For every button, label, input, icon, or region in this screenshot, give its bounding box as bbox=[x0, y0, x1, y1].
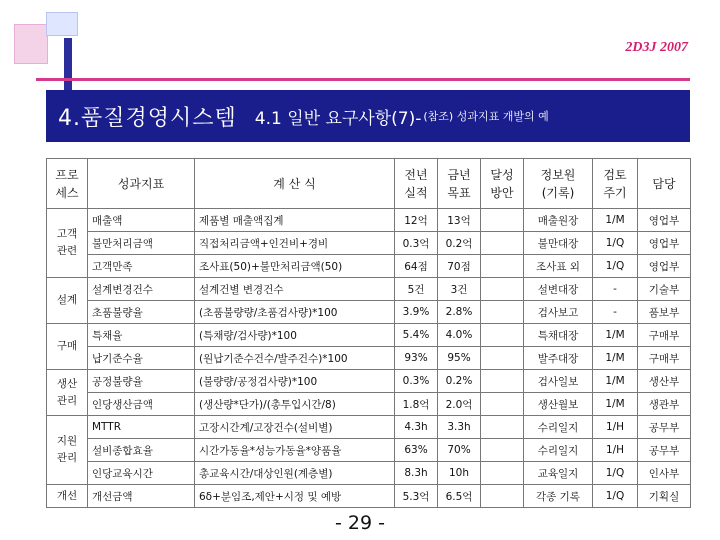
owner-cell: 공무부 bbox=[638, 439, 691, 462]
prev-year-cell: 4.3h bbox=[395, 416, 438, 439]
kpi-cell: 공정불량율 bbox=[88, 370, 195, 393]
source-cell: 각종 기록 bbox=[524, 485, 593, 508]
formula-cell: 6δ+분임조,제안+시정 및 예방 bbox=[195, 485, 395, 508]
owner-cell: 구매부 bbox=[638, 347, 691, 370]
kpi-cell: 납기준수율 bbox=[88, 347, 195, 370]
formula-cell: 제품별 매출액집계 bbox=[195, 209, 395, 232]
formula-cell: (생산량*단가)/(총투입시간/8) bbox=[195, 393, 395, 416]
logo-blue-square bbox=[46, 12, 78, 36]
kpi-cell: 고객만족 bbox=[88, 255, 195, 278]
source-cell: 생산월보 bbox=[524, 393, 593, 416]
logo-vertical-bar bbox=[64, 38, 72, 92]
table-row bbox=[47, 255, 691, 278]
table-row bbox=[47, 278, 691, 301]
kpi-cell: 개선금액 bbox=[88, 485, 195, 508]
prev-year-cell: 0.3% bbox=[395, 370, 438, 393]
header-divider bbox=[36, 78, 690, 81]
section-note: (참조) 성과지표 개발의 예 bbox=[423, 110, 549, 123]
plan-cell bbox=[481, 324, 524, 347]
document-id: 2D3J 2007 bbox=[625, 40, 688, 55]
prev-year-cell: 3.9% bbox=[395, 301, 438, 324]
table-row bbox=[47, 370, 691, 393]
logo-pink-square bbox=[14, 24, 48, 64]
prev-year-cell: 5.3억 bbox=[395, 485, 438, 508]
kpi-cell: 설계변경건수 bbox=[88, 278, 195, 301]
plan-cell bbox=[481, 232, 524, 255]
prev-year-cell: 8.3h bbox=[395, 462, 438, 485]
owner-cell: 기술부 bbox=[638, 278, 691, 301]
source-cell: 설변대장 bbox=[524, 278, 593, 301]
column-header-line: (기록) bbox=[541, 185, 575, 200]
formula-cell: (초품불량량/초품검사량)*100 bbox=[195, 301, 395, 324]
plan-cell bbox=[481, 209, 524, 232]
column-header-line: 달성 bbox=[490, 167, 514, 182]
owner-cell: 생관부 bbox=[638, 393, 691, 416]
page-number: - 29 - bbox=[335, 512, 385, 534]
column-header-line: 주기 bbox=[603, 185, 627, 200]
target-cell: 70% bbox=[438, 439, 481, 462]
table-row bbox=[47, 439, 691, 462]
column-header-line: 검토 bbox=[603, 167, 627, 182]
process-label: 지원 bbox=[56, 435, 78, 448]
process-label: 관련 bbox=[56, 245, 78, 257]
formula-cell: 시간가동율*성능가동율*양품율 bbox=[195, 439, 395, 462]
plan-cell bbox=[481, 278, 524, 301]
process-cell bbox=[47, 278, 88, 324]
target-cell: 95% bbox=[438, 347, 481, 370]
formula-cell: (특채량/검사량)*100 bbox=[195, 324, 395, 347]
formula-cell: 설계건별 변경건수 bbox=[195, 278, 395, 301]
plan-cell bbox=[481, 462, 524, 485]
plan-cell bbox=[481, 485, 524, 508]
section-title: 4.품질경영시스템 bbox=[58, 105, 237, 131]
cycle-cell: 1/Q bbox=[593, 462, 638, 485]
table-header-row bbox=[47, 159, 691, 209]
owner-cell: 영업부 bbox=[638, 209, 691, 232]
formula-cell: 직접처리금액+인건비+경비 bbox=[195, 232, 395, 255]
column-header-line: 목표 bbox=[447, 185, 471, 200]
target-cell: 3.3h bbox=[438, 416, 481, 439]
cycle-cell: 1/Q bbox=[593, 485, 638, 508]
plan-cell bbox=[481, 439, 524, 462]
column-header bbox=[481, 159, 524, 209]
formula-cell: (불량량/공정검사량)*100 bbox=[195, 370, 395, 393]
target-cell: 70점 bbox=[438, 255, 481, 278]
column-header-line: 방안 bbox=[490, 185, 514, 200]
prev-year-cell: 5.4% bbox=[395, 324, 438, 347]
column-header-line: 실적 bbox=[404, 185, 428, 200]
source-cell: 검사보고 bbox=[524, 301, 593, 324]
prev-year-cell: 0.3억 bbox=[395, 232, 438, 255]
source-cell: 불만대장 bbox=[524, 232, 593, 255]
process-label: 고객 bbox=[56, 228, 78, 241]
table-body bbox=[47, 209, 691, 508]
column-header bbox=[195, 159, 395, 209]
source-cell: 검사일보 bbox=[524, 370, 593, 393]
owner-cell: 구매부 bbox=[638, 324, 691, 347]
cycle-cell: - bbox=[593, 278, 638, 301]
kpi-cell: 인당교육시간 bbox=[88, 462, 195, 485]
table-row bbox=[47, 393, 691, 416]
column-header-line: 계 산 식 bbox=[273, 176, 316, 191]
plan-cell bbox=[481, 255, 524, 278]
owner-cell: 인사부 bbox=[638, 462, 691, 485]
column-header-line: 성과지표 bbox=[117, 176, 165, 191]
kpi-cell: 불만처리금액 bbox=[88, 232, 195, 255]
cycle-cell: 1/H bbox=[593, 416, 638, 439]
cycle-cell: 1/M bbox=[593, 347, 638, 370]
target-cell: 13억 bbox=[438, 209, 481, 232]
source-cell: 수리일지 bbox=[524, 416, 593, 439]
kpi-cell: 특채율 bbox=[88, 324, 195, 347]
process-label: 관리 bbox=[56, 452, 78, 464]
owner-cell: 영업부 bbox=[638, 232, 691, 255]
owner-cell: 영업부 bbox=[638, 255, 691, 278]
table-row bbox=[47, 232, 691, 255]
plan-cell bbox=[481, 416, 524, 439]
kpi-cell: 인당생산금액 bbox=[88, 393, 195, 416]
target-cell: 4.0% bbox=[438, 324, 481, 347]
process-label: 구매 bbox=[56, 340, 78, 353]
source-cell: 매출원장 bbox=[524, 209, 593, 232]
source-cell: 조사표 외 bbox=[524, 255, 593, 278]
target-cell: 2.8% bbox=[438, 301, 481, 324]
prev-year-cell: 12억 bbox=[395, 209, 438, 232]
table-row bbox=[47, 462, 691, 485]
target-cell: 6.5억 bbox=[438, 485, 481, 508]
owner-cell: 생산부 bbox=[638, 370, 691, 393]
formula-cell: 총교육시간/대상인원(계층별) bbox=[195, 462, 395, 485]
process-label: 개선 bbox=[56, 489, 78, 502]
prev-year-cell: 63% bbox=[395, 439, 438, 462]
process-cell bbox=[47, 485, 88, 508]
column-header bbox=[593, 159, 638, 209]
process-label: 생산 bbox=[56, 377, 78, 390]
table-row bbox=[47, 209, 691, 232]
plan-cell bbox=[481, 370, 524, 393]
source-cell: 교육일지 bbox=[524, 462, 593, 485]
column-header bbox=[395, 159, 438, 209]
column-header-line: 세스 bbox=[55, 185, 79, 200]
cycle-cell: 1/Q bbox=[593, 255, 638, 278]
table-row bbox=[47, 416, 691, 439]
column-header-line: 담당 bbox=[652, 176, 676, 191]
kpi-table bbox=[46, 158, 691, 508]
cycle-cell: 1/M bbox=[593, 209, 638, 232]
prev-year-cell: 93% bbox=[395, 347, 438, 370]
plan-cell bbox=[481, 347, 524, 370]
cycle-cell: 1/M bbox=[593, 393, 638, 416]
process-label: 설계 bbox=[56, 294, 78, 307]
column-header bbox=[524, 159, 593, 209]
column-header-line: 프로 bbox=[55, 167, 79, 182]
kpi-cell: 매출액 bbox=[88, 209, 195, 232]
formula-cell: (원납기준수건수/발주건수)*100 bbox=[195, 347, 395, 370]
target-cell: 2.0억 bbox=[438, 393, 481, 416]
column-header-line: 정보원 bbox=[540, 167, 576, 182]
target-cell: 3건 bbox=[438, 278, 481, 301]
process-cell bbox=[47, 416, 88, 485]
column-header bbox=[438, 159, 481, 209]
kpi-cell: MTTR bbox=[88, 416, 195, 439]
column-header bbox=[88, 159, 195, 209]
source-cell: 발주대장 bbox=[524, 347, 593, 370]
process-label: 관리 bbox=[56, 394, 78, 407]
plan-cell bbox=[481, 393, 524, 416]
table-row bbox=[47, 485, 691, 508]
prev-year-cell: 5건 bbox=[395, 278, 438, 301]
column-header bbox=[47, 159, 88, 209]
formula-cell: 조사표(50)+불만처리금액(50) bbox=[195, 255, 395, 278]
source-cell: 수리일지 bbox=[524, 439, 593, 462]
process-cell bbox=[47, 370, 88, 416]
table-row bbox=[47, 301, 691, 324]
owner-cell: 기획실 bbox=[638, 485, 691, 508]
process-cell bbox=[47, 324, 88, 370]
column-header-line: 전년 bbox=[404, 167, 428, 182]
cycle-cell: 1/M bbox=[593, 370, 638, 393]
plan-cell bbox=[481, 301, 524, 324]
formula-cell: 고장시간계/고장건수(설비별) bbox=[195, 416, 395, 439]
section-subtitle: 4.1 일반 요구사항(7)- bbox=[254, 108, 422, 129]
target-cell: 0.2% bbox=[438, 370, 481, 393]
kpi-cell: 초품불량율 bbox=[88, 301, 195, 324]
target-cell: 0.2억 bbox=[438, 232, 481, 255]
source-cell: 특채대장 bbox=[524, 324, 593, 347]
target-cell: 10h bbox=[438, 462, 481, 485]
process-cell bbox=[47, 209, 88, 278]
owner-cell: 공무부 bbox=[638, 416, 691, 439]
table-row bbox=[47, 324, 691, 347]
prev-year-cell: 64점 bbox=[395, 255, 438, 278]
title-banner bbox=[46, 90, 690, 142]
column-header bbox=[638, 159, 691, 209]
prev-year-cell: 1.8억 bbox=[395, 393, 438, 416]
table-row bbox=[47, 347, 691, 370]
cycle-cell: 1/M bbox=[593, 324, 638, 347]
owner-cell: 품보부 bbox=[638, 301, 691, 324]
cycle-cell: - bbox=[593, 301, 638, 324]
cycle-cell: 1/Q bbox=[593, 232, 638, 255]
column-header-line: 금년 bbox=[447, 167, 471, 182]
kpi-cell: 설비종합효율 bbox=[88, 439, 195, 462]
cycle-cell: 1/H bbox=[593, 439, 638, 462]
